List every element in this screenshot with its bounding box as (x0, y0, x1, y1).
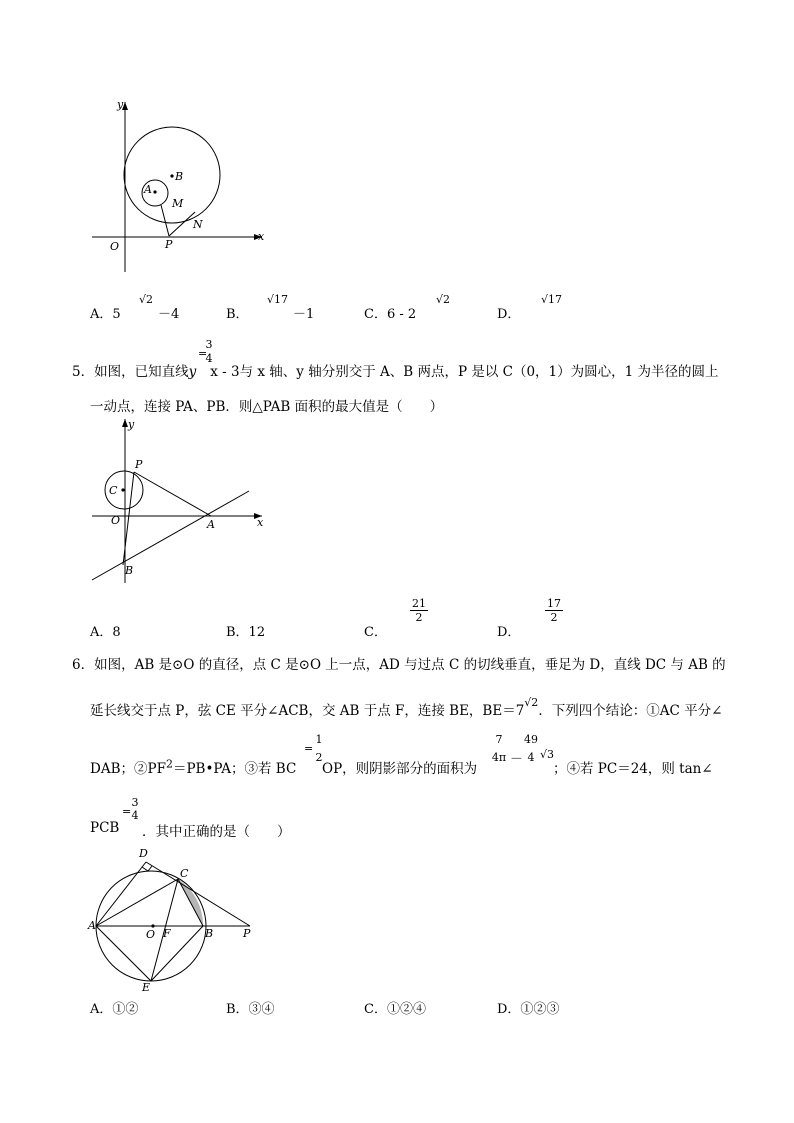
label-a: A (207, 518, 215, 531)
label-x: x (257, 516, 264, 529)
q6-line-4-num: 3 (131, 796, 139, 809)
q6-line-4-pre: PCB (90, 820, 120, 836)
q6-line-4-post: ．其中正确的是（ ） (142, 824, 291, 840)
label-n: N (193, 218, 203, 231)
q6-option-a[interactable]: A．①② (90, 1002, 139, 1017)
q5-slope-den: 4 (205, 352, 213, 365)
q4-option-a-label: A．5 (90, 307, 121, 322)
q6-line-3c: ；④若 PC＝24，则 tan∠ (553, 761, 713, 777)
label-p: P (135, 458, 143, 471)
q4-option-d-sqrt: √17 (541, 293, 563, 306)
q6-line-4-den: 4 (131, 809, 139, 822)
q6-line-3-frac1-num: 1 (315, 733, 323, 746)
q6-line-3-frac3-den: 4 (527, 751, 535, 764)
segment-ac (96, 879, 178, 926)
q5-slope-num: 3 (205, 338, 213, 351)
q6-line-2-sqrt: √2 (524, 696, 539, 709)
q6-line-3-eq: = (304, 742, 314, 755)
q6-line-2-post: ．下列四个结论：①AC 平分∠ (538, 703, 723, 719)
label-e: E (142, 981, 151, 994)
q4-option-d-label: D． (497, 307, 521, 322)
label-x: x (258, 230, 265, 243)
q4-option-c-label: C．6 - 2 (364, 307, 417, 322)
q6-line-3b: OP，则阴影部分的面积为 (322, 761, 478, 777)
q5-option-c-den: 2 (415, 611, 423, 624)
q4-option-b-sqrt: √17 (267, 293, 289, 306)
q4-option-b-label: B． (226, 307, 249, 322)
label-m: M (172, 197, 184, 210)
q5-line-1-y: y (188, 364, 197, 380)
q6-line-4-eq: = (122, 805, 132, 818)
label-d: D (139, 847, 148, 860)
label-a: A (144, 183, 152, 196)
label-a: A (88, 919, 96, 932)
q6-option-b[interactable]: B．③④ (226, 1002, 275, 1017)
label-o: O (111, 514, 121, 527)
q5-option-a[interactable]: A．8 (90, 625, 121, 640)
label-o: O (146, 928, 156, 941)
q5-option-d-den: 2 (550, 611, 558, 624)
segment-ae (96, 926, 151, 981)
q5-line-1-pre: 5．如图，已知直线 (72, 364, 189, 380)
label-p: P (165, 238, 173, 251)
q4-option-a-sqrt: √2 (139, 293, 154, 306)
q6-line-3-sup: 2 (165, 757, 173, 771)
q5-slope-eq: = (198, 347, 208, 360)
q6-line-3-frac3-num: 49 (524, 733, 538, 746)
q5-option-c[interactable]: C． (364, 625, 387, 640)
label-y: y (117, 98, 124, 111)
q5-option-d[interactable]: D． (497, 625, 521, 640)
label-b: B (205, 927, 214, 940)
label-y: y (128, 418, 135, 431)
label-b: B (175, 170, 184, 183)
q6-line-3-minus: － (510, 752, 524, 767)
label-o: O (110, 240, 120, 253)
segment-cb (178, 879, 203, 926)
label-b: B (125, 564, 134, 577)
q6-option-d[interactable]: D．①②③ (497, 1002, 560, 1017)
q4-option-c-sqrt: √2 (436, 293, 451, 306)
q6-line-3-sqrt3: √3 (540, 748, 555, 761)
q5-line-2: 一动点，连接 PA、PB．则△PAB 面积的最大值是（ ） (90, 399, 444, 415)
right-angle-mark (142, 866, 152, 871)
label-f: F (163, 927, 171, 940)
label-c: C (109, 484, 118, 497)
q4-option-a-tail: －4 (158, 307, 180, 322)
label-c: C (180, 867, 189, 880)
segment-be (151, 926, 203, 981)
q5-option-c-num: 21 (412, 597, 426, 610)
q4-option-b-tail: －1 (293, 307, 315, 322)
q6-line-2-pre: 延长线交于点 P，弦 CE 平分∠ACB，交 AB 于点 F，连接 BE，BE＝7 (90, 703, 525, 719)
q6-line-3-b: ＝PB•PA；③若 BC (172, 761, 297, 777)
q6-line-3-frac1-den: 2 (315, 751, 323, 764)
q5-option-b[interactable]: B．12 (226, 625, 266, 640)
q6-line-3-frac2-den: 4π (491, 751, 507, 764)
q5-option-d-num: 17 (547, 597, 561, 610)
q6-option-c[interactable]: C．①②④ (364, 1002, 426, 1017)
q5-line-1-post: x - 3与 x 轴、y 轴分别交于 A、B 两点，P 是以 C（0，1）为圆心，1 为半径的圆上 (210, 364, 719, 380)
q6-line-3-frac2-num: 7 (495, 733, 503, 746)
segment-ad (96, 862, 146, 926)
q6-line-1: 6．如图，AB 是⊙O 的直径，点 C 是⊙O 上一点，AD 与过点 C 的切线垂直，垂足为 D，直线 DC 与 AB 的 (72, 657, 726, 673)
q6-line-3-a: DAB；②PF (90, 761, 166, 777)
label-p: P (243, 927, 251, 940)
